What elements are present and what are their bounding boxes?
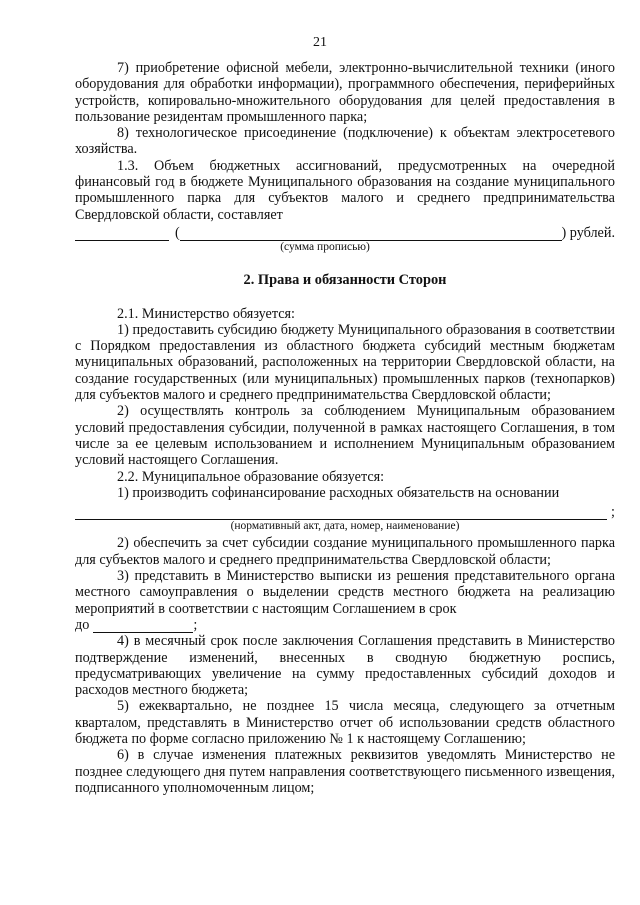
clause-2-2-6: 6) в случае изменения платежных реквизитов уведомлять Министерство не позднее следующего дня путем направления соответствующего письменного извещения, подписанного уполномоченным лицом; xyxy=(75,747,615,796)
deadline-prefix: до xyxy=(75,616,90,633)
normative-act-blank xyxy=(75,506,607,520)
clause-2-2-2: 2) обеспечить за счет субсидии создание муниципального промышленного парка для субъектов малого и среднего предпринимательства Свердловской области; xyxy=(75,535,615,568)
deadline-blank xyxy=(93,619,193,633)
amount-number-blank xyxy=(75,227,169,241)
clause-2-2: 2.2. Муниципальное образование обязуется: xyxy=(117,468,385,485)
paragraph-item-8: 8) технологическое присоединение (подключение) к объектам электросетевого хозяйства. xyxy=(75,125,615,158)
paragraph-1-3: 1.3. Объем бюджетных ассигнований, предусмотренных на очередной финансовый год в бюджете Муниципального образования на создание муниципального промышленного парка для субъектов малого и среднего предпринимательства Свердловской области, составляет xyxy=(75,157,615,223)
clause-2-1-2: 2) осуществлять контроль за соблюдением Муниципальным образованием условий предоставления субсидии, полученной в рамках настоящего Соглашения, в том числе за ее целевым использованием и исполнением Муниципальным образованием условий настоящего Соглашения. xyxy=(75,403,615,469)
amount-words-blank xyxy=(180,227,562,241)
normative-act-caption: (нормативный акт, дата, номер, наименование) xyxy=(230,520,460,533)
section-2-title: 2. Права и обязанности Сторон xyxy=(243,272,447,289)
amount-fill-row xyxy=(75,225,615,241)
clause-2-1: 2.1. Министерство обязуется: xyxy=(117,305,295,322)
amount-close-text: ) рублей. xyxy=(561,224,615,241)
clause-2-1-1: 1) предоставить субсидию бюджету Муниципального образования в соответствии с Порядком предоставления из областного бюджета субсидий местным бюджетам муниципальных образований, расположенных на территории Свердловской области, на создание государственных (или муниципальных) промышленных парков (технопарков) для субъектов малого и среднего предпринимательства Свердловской области; xyxy=(75,321,615,404)
amount-open-paren: ( xyxy=(175,224,180,241)
paragraph-item-7: 7) приобретение офисной мебели, электронно-вычислительной техники (иного оборудования для обработки информации), программного обеспечения, периферийных устройств, копировально-множительного оборудования для целей предоставления в пользование резидентам промышленного парка; xyxy=(75,60,615,125)
document-body xyxy=(75,60,615,796)
normative-act-semicolon: ; xyxy=(611,504,615,521)
clause-2-2-1: 1) производить софинансирование расходных обязательств на основании xyxy=(117,484,560,501)
normative-act-fill-row xyxy=(75,504,615,520)
page-number: 21 xyxy=(313,35,327,50)
clause-2-2-3: 3) представить в Министерство выписки из решения представительного органа местного самоуправления о выделении средств местного бюджета на реализацию мероприятий в соответствии с настоящим Соглашением в срок xyxy=(75,568,615,617)
clause-2-2-4: 4) в месячный срок после заключения Соглашения представить в Министерство подтверждение изменений, внесенных в сводную бюджетную роспись, предусматривающих увеличение на сумму предоставленных субсидий доходов и расходов местного бюджета; xyxy=(75,633,615,699)
clause-2-2-5: 5) ежеквартально, не позднее 15 числа месяца, следующего за отчетным кварталом, представлять в Министерство отчет об использовании средств областного бюджета по форме согласно приложению № 1 к настоящему Соглашению; xyxy=(75,698,615,747)
deadline-semicolon: ; xyxy=(193,616,198,633)
deadline-fill-row xyxy=(75,617,615,633)
amount-caption: (сумма прописью) xyxy=(280,241,370,254)
